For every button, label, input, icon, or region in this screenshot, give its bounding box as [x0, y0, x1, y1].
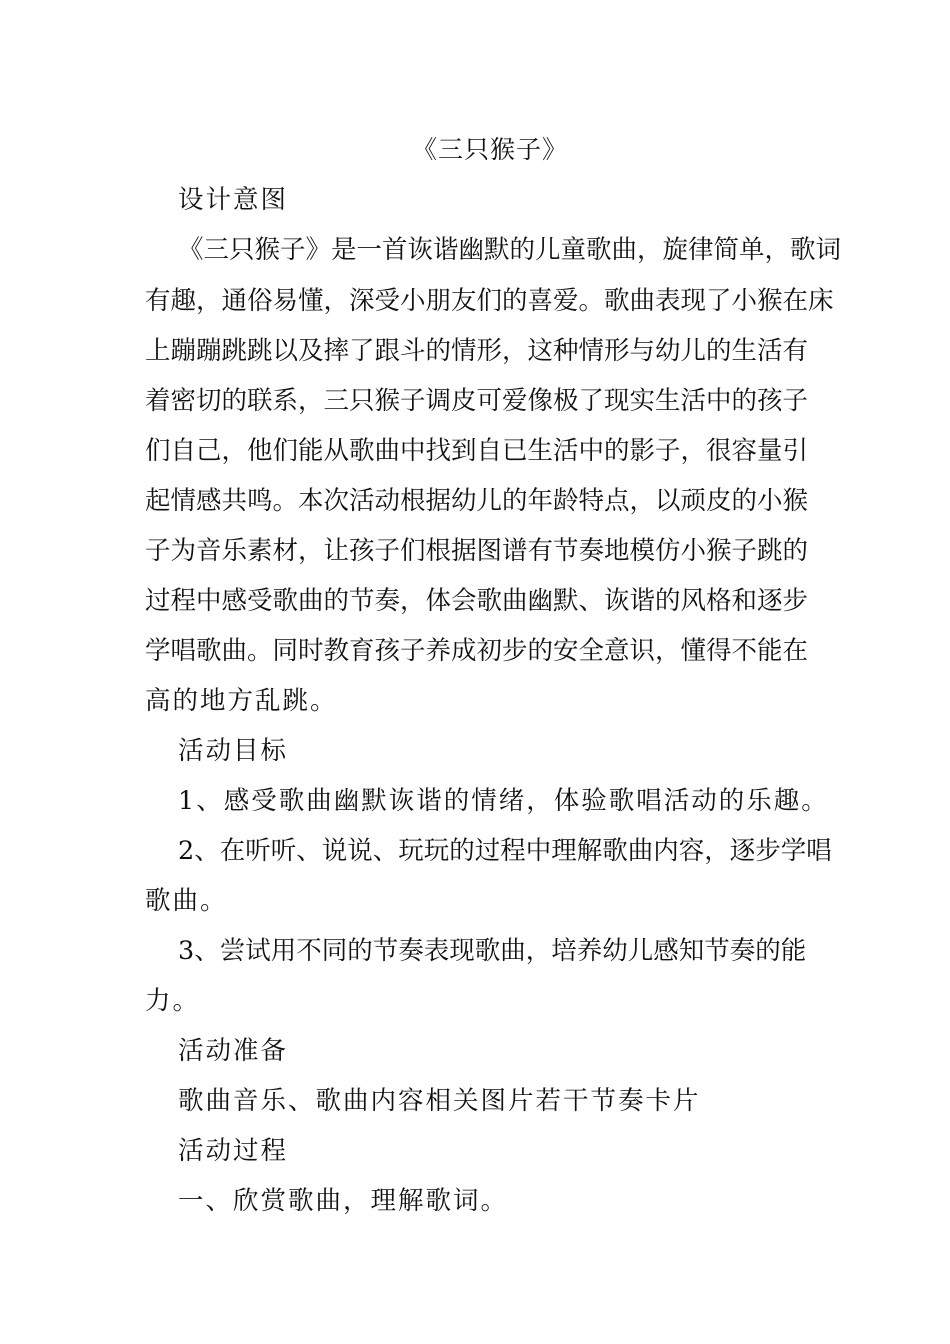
- goal-item-3-continuation: 力。: [145, 986, 201, 1016]
- section-heading-process: 活动过程: [178, 1136, 289, 1166]
- paragraph-line: 着密切的联系，三只猴子调皮可爱像极了现实生活中的孩子: [145, 386, 809, 416]
- section-heading-design-intent: 设计意图: [178, 185, 289, 215]
- paragraph-line: 起情感共鸣。本次活动根据幼儿的年龄特点，以顽皮的小猴: [145, 486, 809, 516]
- paragraph-line: 高的地方乱跳。: [145, 686, 338, 716]
- paragraph-line: 上蹦蹦跳跳以及摔了跟斗的情形，这种情形与幼儿的生活有: [145, 336, 809, 366]
- process-step-1: 一、欣赏歌曲，理解歌词。: [178, 1186, 509, 1216]
- goal-item-3: 3、尝试用不同的节奏表现歌曲，培养幼儿感知节奏的能: [178, 936, 807, 966]
- section-heading-goals: 活动目标: [178, 736, 289, 766]
- paragraph-line: 有趣，通俗易懂，深受小朋友们的喜爱。歌曲表现了小猴在床: [145, 286, 834, 316]
- document-title: 《三只猴子》: [411, 135, 568, 164]
- goal-item-1: 1、感受歌曲幽默诙谐的情绪，体验歌唱活动的乐趣。: [178, 786, 829, 816]
- paragraph-line: 《三只猴子》是一首诙谐幽默的儿童歌曲，旋律简单，歌词: [178, 235, 842, 265]
- paragraph-line: 们自己，他们能从歌曲中找到自已生活中的影子，很容量引: [145, 436, 809, 466]
- paragraph-line: 过程中感受歌曲的节奏，体会歌曲幽默、诙谐的风格和逐步: [145, 586, 809, 616]
- goal-item-2: 2、在听听、说说、玩玩的过程中理解歌曲内容，逐步学唱: [178, 836, 832, 866]
- preparation-text: 歌曲音乐、歌曲内容相关图片若干节奏卡片: [178, 1086, 701, 1116]
- goal-item-2-continuation: 歌曲。: [145, 886, 228, 916]
- section-heading-preparation: 活动准备: [178, 1036, 289, 1066]
- paragraph-line: 子为音乐素材，让孩子们根据图谱有节奏地模仿小猴子跳的: [145, 536, 809, 566]
- paragraph-line: 学唱歌曲。同时教育孩子养成初步的安全意识，懂得不能在: [145, 636, 809, 666]
